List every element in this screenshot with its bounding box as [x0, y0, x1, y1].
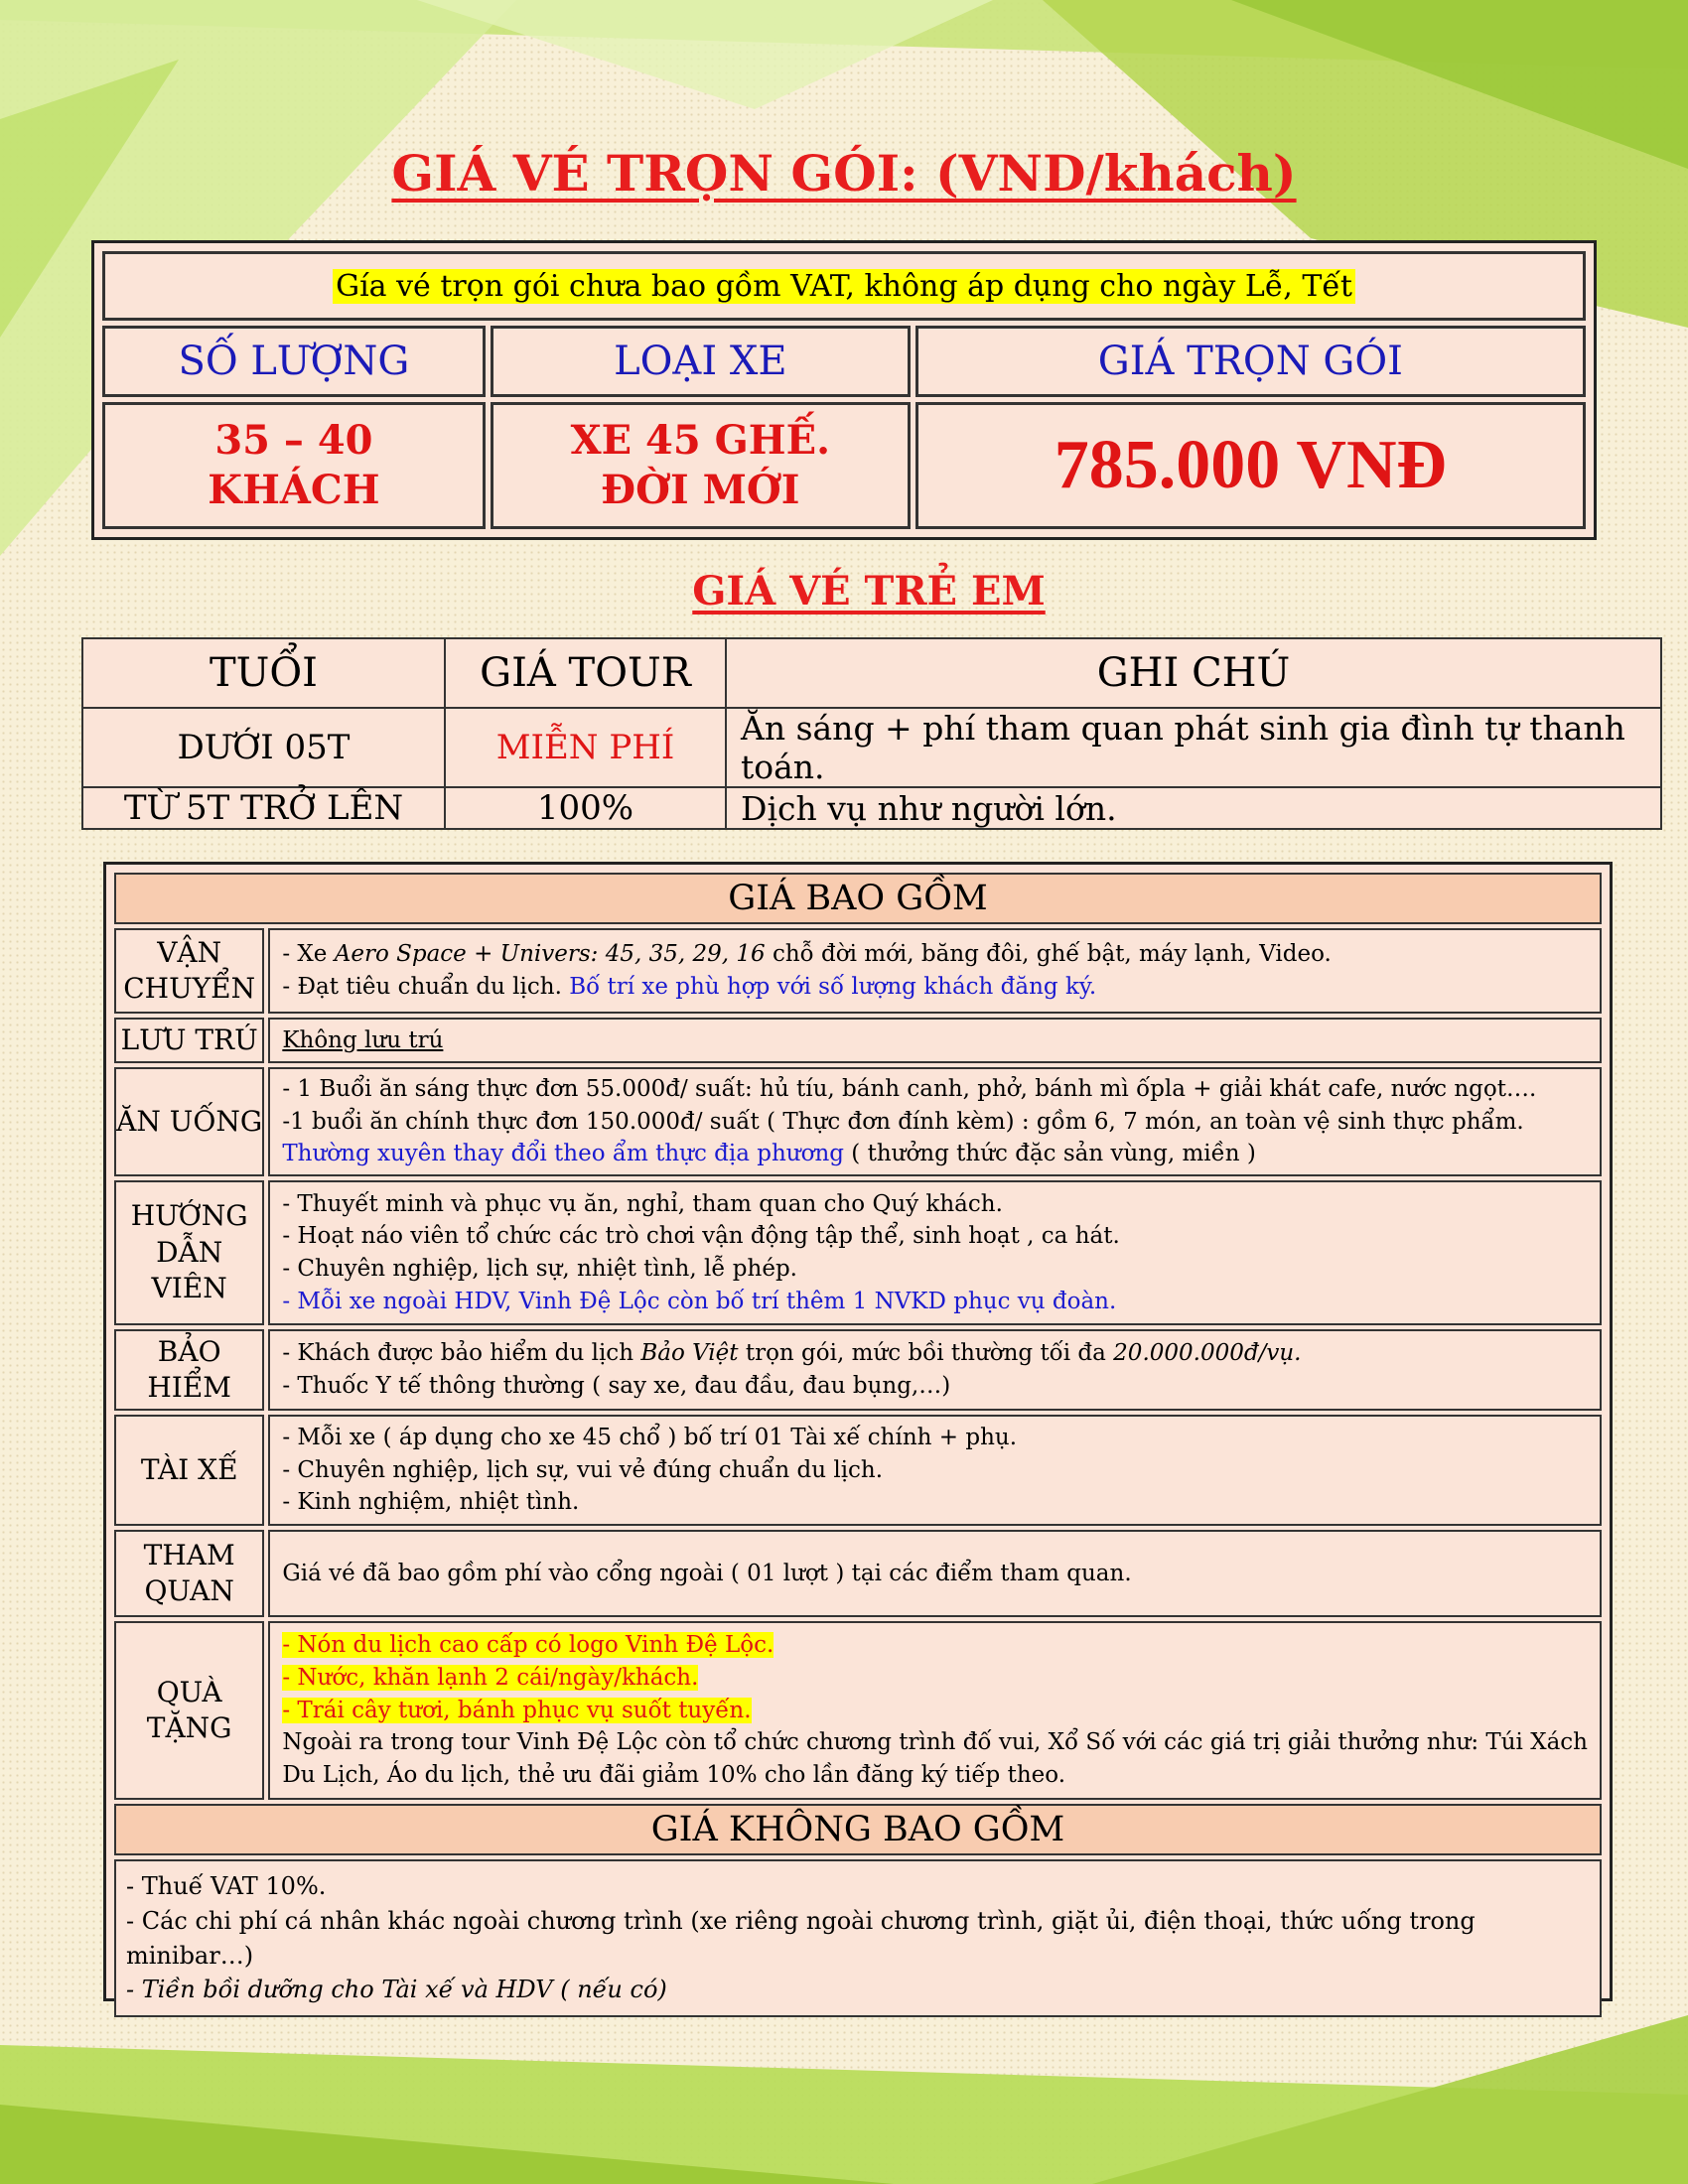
- text-span: ( thưởng thức đặc sản vùng, miền ): [844, 1141, 1256, 1167]
- vehicle-type: XE 45 GHẾ.: [570, 417, 830, 464]
- quantity-range: 35 – 40: [214, 417, 373, 464]
- text-span: - Xe: [282, 941, 335, 968]
- transport-line: [282, 971, 1588, 1004]
- guide-line: - Mỗi xe ngoài HDV, Vinh Đệ Lộc còn bố trí thêm 1 NVKD phục vụ đoàn.: [282, 1288, 1117, 1314]
- child-price: MIỄN PHÍ: [445, 708, 726, 787]
- text-span: Bố trí xe phù hợp với số lượng khách đăng ký.: [569, 974, 1097, 1000]
- gifts-line: [282, 1695, 1588, 1727]
- guide-line: - Hoạt náo viên tổ chức các trò chơi vận động tập thể, sinh hoạt , ca hát.: [282, 1223, 1120, 1250]
- excludes-line: - Các chi phí cá nhân khác ngoài chương trình (xe riêng ngoài chương trình, giặt ủi, điện thoại, thức uống trong minibar…): [126, 1906, 1476, 1970]
- table-row: [114, 1621, 1602, 1800]
- child-age: DƯỚI 05T: [82, 708, 445, 787]
- driver-details: [268, 1415, 1602, 1526]
- guide-details: [268, 1180, 1602, 1325]
- child-note: Ăn sáng + phí tham quan phát sinh gia đình tự thanh toán.: [726, 708, 1661, 787]
- gifts-line: Du Lịch, Áo du lịch, thẻ ưu đãi giảm 10% cho lần đăng ký tiếp theo.: [282, 1761, 1066, 1788]
- child-header-price: GIÁ TOUR: [445, 638, 726, 708]
- quantity-cell: [102, 402, 486, 529]
- table-row: [114, 1180, 1602, 1325]
- package-price: 785.000 VNĐ: [915, 402, 1586, 529]
- guide-label-line: HƯỚNG: [130, 1199, 248, 1233]
- transport-line: [282, 938, 1588, 971]
- includes-table: [103, 862, 1613, 2004]
- insurance-amount: 20.000.000đ/vụ.: [1113, 1340, 1302, 1367]
- text-span: trọn gói, mức bồi thường tối đa: [738, 1340, 1114, 1367]
- text-span: - Trái cây tươi, bánh phục vụ suốt tuyến.: [282, 1697, 752, 1723]
- child-header-note: GHI CHÚ: [726, 638, 1661, 708]
- table-row: [114, 1859, 1602, 2017]
- gifts-details: [268, 1621, 1602, 1800]
- header-quantity: SỐ LƯỢNG: [102, 326, 486, 397]
- guide-line: - Thuyết minh và phục vụ ăn, nghỉ, tham quan cho Quý khách.: [282, 1190, 1003, 1217]
- text-span: Thường xuyên thay đổi theo ẩm thực địa phương: [282, 1141, 844, 1167]
- vehicle-cell: [491, 402, 911, 529]
- text-span: - Nón du lịch cao cấp có logo Vinh Đệ Lộc.: [282, 1632, 774, 1659]
- gifts-line: [282, 1629, 1588, 1662]
- guide-line: - Chuyên nghiệp, lịch sự, nhiệt tình, lễ phép.: [282, 1256, 797, 1282]
- sightseeing-label: [114, 1530, 264, 1617]
- gifts-label: QUÀ TẶNG: [114, 1621, 264, 1800]
- child-price-title: GIÁ VÉ TRẺ EM: [692, 568, 1046, 614]
- meals-label: ĂN UỐNG: [114, 1067, 264, 1176]
- header-package-price: GIÁ TRỌN GÓI: [915, 326, 1586, 397]
- insurance-line: - Thuốc Y tế thông thường ( say xe, đau đầu, đau bụng,…): [282, 1373, 951, 1399]
- text-span: - Tiền bồi dưỡng cho Tài xế và HDV ( nếu có): [126, 1976, 667, 2004]
- meals-line: [282, 1138, 1588, 1170]
- table-row: [114, 1415, 1602, 1526]
- excludes-line: [126, 1973, 1590, 2007]
- excludes-details: [114, 1859, 1602, 2017]
- insurance-details: [268, 1329, 1602, 1411]
- transport-label-line: CHUYỂN: [123, 972, 256, 1005]
- table-row: [114, 1530, 1602, 1617]
- table-row: [114, 1067, 1602, 1176]
- meals-line: -1 buổi ăn chính thực đơn 150.000đ/ suất ( Thực đơn đính kèm) : gồm 6, 7 món, an toàn vệ sinh thực phẩm.: [282, 1108, 1524, 1135]
- text-span: - Khách được bảo hiểm du lịch: [282, 1340, 641, 1367]
- child-price-table: [81, 637, 1662, 830]
- insurance-line: [282, 1337, 1588, 1370]
- driver-line: - Kinh nghiệm, nhiệt tình.: [282, 1489, 580, 1516]
- meals-details: [268, 1067, 1602, 1176]
- meals-line: - 1 Buổi ăn sáng thực đơn 55.000đ/ suất: hủ tíu, bánh canh, phở, bánh mì ốpla + giải khát cafe, nước ngọt….: [282, 1076, 1537, 1103]
- excludes-line: - Thuế VAT 10%.: [126, 1872, 327, 1900]
- lodging-details: [268, 1018, 1602, 1063]
- vehicle-brands: Aero Space + Univers: 45, 35, 29, 16: [334, 941, 766, 968]
- vehicle-model: ĐỜI MỚI: [601, 467, 800, 513]
- table-row: [82, 787, 1661, 829]
- gifts-line: Ngoài ra trong tour Vinh Đệ Lộc còn tổ chức chương trình đố vui, Xổ Số với các giá trị giải thưởng như: Túi Xách: [282, 1729, 1588, 1756]
- package-note-text: Gía vé trọn gói chưa bao gồm VAT, không áp dụng cho ngày Lễ, Tết: [333, 269, 1355, 304]
- guide-label: [114, 1180, 264, 1325]
- quantity-unit: KHÁCH: [208, 467, 380, 513]
- lodging-text: Không lưu trú: [282, 1026, 444, 1053]
- page-title: GIÁ VÉ TRỌN GÓI: (VND/khách): [391, 144, 1297, 203]
- transport-label: [114, 928, 264, 1014]
- insurance-label: BẢO HIỂM: [114, 1329, 264, 1411]
- lodging-label: LƯU TRÚ: [114, 1018, 264, 1063]
- table-row: [114, 928, 1602, 1014]
- header-vehicle: LOẠI XE: [491, 326, 911, 397]
- sightseeing-label-line: THAM: [143, 1538, 235, 1571]
- sightseeing-label-line: QUAN: [144, 1574, 234, 1607]
- driver-line: - Chuyên nghiệp, lịch sự, vui vẻ đúng chuẩn du lịch.: [282, 1456, 884, 1483]
- guide-label-line: DẪN VIÊN: [151, 1235, 227, 1305]
- driver-line: - Mỗi xe ( áp dụng cho xe 45 chổ ) bố trí 01 Tài xế chính + phụ.: [282, 1425, 1018, 1451]
- child-note: Dịch vụ như người lớn.: [726, 787, 1661, 829]
- text-span: chỗ đời mới, băng đôi, ghế bật, máy lạnh, Video.: [765, 941, 1332, 968]
- package-note: [102, 251, 1586, 321]
- transport-details: [268, 928, 1602, 1014]
- child-price: 100%: [445, 787, 726, 829]
- package-price-table: [91, 240, 1597, 540]
- table-row: [114, 1329, 1602, 1411]
- transport-label-line: VẬN: [157, 935, 222, 969]
- driver-label: TÀI XẾ: [114, 1415, 264, 1526]
- includes-header: GIÁ BAO GỒM: [114, 873, 1602, 924]
- text-span: - Đạt tiêu chuẩn du lịch.: [282, 974, 570, 1000]
- gifts-line: [282, 1662, 1588, 1695]
- table-row: [82, 708, 1661, 787]
- text-span: - Nước, khăn lạnh 2 cái/ngày/khách.: [282, 1665, 699, 1692]
- child-age: TỪ 5T TRỞ LÊN: [82, 787, 445, 829]
- excludes-header: GIÁ KHÔNG BAO GỒM: [114, 1804, 1602, 1855]
- child-header-age: TUỔI: [82, 638, 445, 708]
- table-row: [114, 1018, 1602, 1063]
- insurer-name: Bảo Việt: [640, 1340, 739, 1367]
- sightseeing-details: Giá vé đã bao gồm phí vào cổng ngoài ( 01 lượt ) tại các điểm tham quan.: [268, 1530, 1602, 1617]
